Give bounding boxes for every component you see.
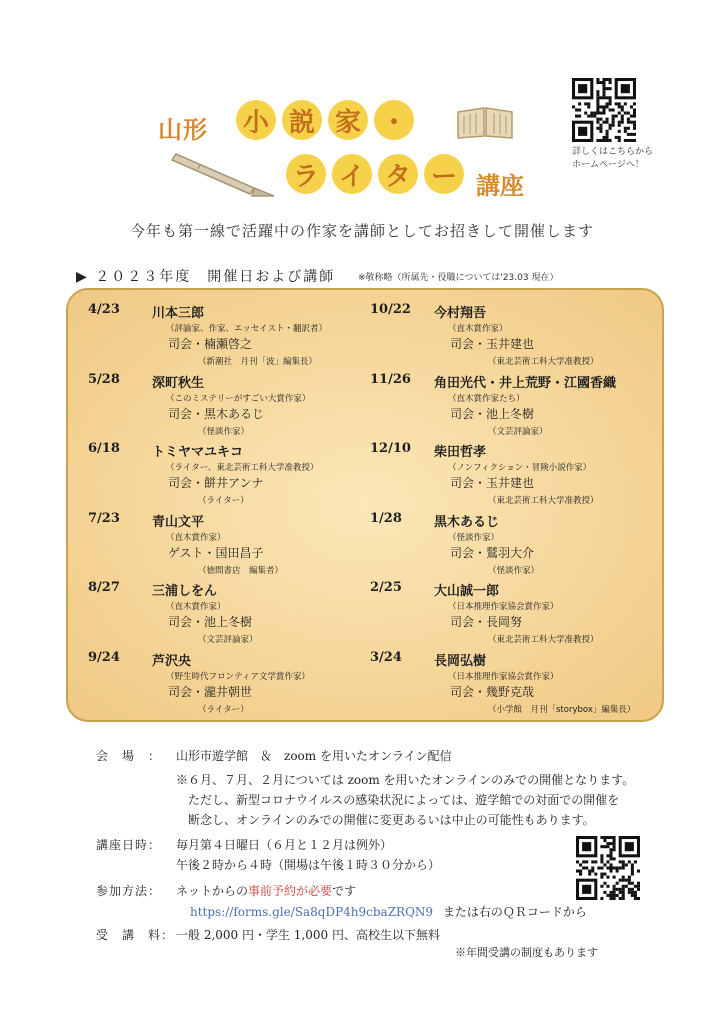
method-label: 参加方法：	[96, 884, 162, 898]
session-date: 8/27	[88, 580, 120, 595]
lecturer-name: 川本三郎	[152, 306, 205, 321]
form-link[interactable]: https://forms.gle/Sa8qDP4h9cbaZRQN9	[190, 905, 434, 919]
session-date: 10/22	[370, 302, 411, 317]
lecturer-name: 大山誠一郎	[434, 584, 500, 599]
title-char-circle: 小	[236, 100, 276, 140]
session-date: 12/10	[370, 441, 411, 456]
venue-note-2: ただし、新型コロナウイルスの感染状況によっては、遊学館での対面での開催を	[188, 793, 620, 807]
moderator-role: （怪談作家）	[488, 565, 540, 576]
title-char-circle: ラ	[286, 154, 326, 194]
book-icon	[454, 102, 516, 142]
session-date: 3/24	[370, 649, 402, 665]
venue-note-1: ※６月、７月、２月については zoom を用いたオンラインのみでの開催となります。	[176, 773, 635, 787]
lecturer-name: 三浦しをん	[152, 584, 218, 599]
moderator-name: 司会・瀧井朝世	[168, 684, 253, 699]
moderator-name: 司会・玉井建也	[450, 476, 535, 490]
lecturer-name: 今村翔吾	[434, 306, 487, 321]
lecturer-role: （日本推理作家協会賞作家）	[448, 671, 559, 682]
fee-value: 一般 2,000 円・学生 1,000 円、高校生以下無料	[176, 928, 440, 942]
reservation-required: 事前予約が必要	[248, 884, 333, 898]
lecturer-name: 長岡弘樹	[434, 653, 487, 669]
moderator-role: （ライター）	[198, 496, 249, 506]
moderator-name: ゲスト・国田昌子	[168, 545, 264, 560]
venue-note-3: 断念し、オンラインのみでの開催に変更あるいは中止の可能性もあります。	[188, 813, 595, 827]
moderator-role: （東北芸術工科大学准教授）	[488, 635, 599, 645]
lecturer-role: （直木賞作家）	[166, 532, 226, 543]
session-date: 1/28	[370, 510, 402, 526]
moderator-name: 司会・鷲羽大介	[450, 545, 535, 560]
moderator-role: （東北芸術工科大学准教授）	[488, 496, 599, 506]
title-char-circle: ・	[374, 100, 414, 140]
moderator-name: 司会・楠瀬啓之	[168, 337, 253, 351]
qr-code-bottom[interactable]	[576, 836, 640, 900]
title-prefix: 山形	[158, 115, 208, 144]
lecturer-role: （直木賞作家）	[166, 602, 226, 612]
session-date: 5/28	[88, 371, 120, 387]
lecturer-role: （ノンフィクション・冒険小説作家）	[448, 463, 592, 473]
moderator-role: （文芸評論家）	[198, 635, 258, 645]
qr-code-top[interactable]	[572, 78, 636, 142]
datetime-line-1: 毎月第４日曜日（６月と１２月は例外）	[176, 838, 393, 852]
section-heading: ▶ ２０２３年度 開催日および講師	[76, 269, 336, 285]
lecturer-role: （怪談作家）	[448, 532, 500, 543]
lecturer-name: 角田光代・井上荒野・江國香織	[434, 375, 617, 391]
lecturer-name: 深町秋生	[152, 375, 205, 391]
moderator-name: 司会・池上冬樹	[168, 615, 253, 629]
moderator-role: （文芸評論家）	[488, 426, 548, 437]
lecturer-role: （ライター、東北芸術工科大学准教授）	[166, 463, 319, 473]
moderator-name: 司会・黒木あるじ	[168, 406, 265, 421]
session-date: 11/26	[370, 371, 411, 387]
lecturer-role: （直木賞作家たち）	[448, 393, 525, 404]
title-suffix: 講座	[476, 171, 524, 200]
moderator-role: （東北芸術工科大学准教授）	[488, 357, 599, 367]
lecturer-role: （日本推理作家協会賞作家）	[448, 602, 559, 612]
lecturer-name: 黒木あるじ	[434, 514, 500, 530]
lecturer-role: （このミステリーがすごい大賞作家）	[166, 393, 311, 404]
datetime-label: 講座日時：	[96, 838, 162, 852]
title-char-circle: 家	[328, 100, 368, 140]
datetime-line-2: 午後２時から４時（開場は午後１時３０分から）	[176, 858, 441, 872]
lecturer-name: 柴田哲孝	[434, 445, 487, 460]
moderator-role: （小学館 月刊「storybox」編集長）	[488, 704, 636, 715]
moderator-name: 司会・餅井アンナ	[168, 476, 264, 490]
lecturer-name: 青山文平	[152, 514, 205, 530]
section-note: ※敬称略（所属先・役職については'23.03 現在）	[358, 273, 559, 283]
lecturer-role: （直木賞作家）	[448, 324, 508, 334]
moderator-name: 司会・幾野克哉	[450, 684, 535, 699]
title-char-circle: イ	[332, 154, 372, 194]
moderator-role: （ライター）	[198, 704, 249, 715]
moderator-role: （徳間書店 編集者）	[198, 565, 284, 576]
title-char-circle: ー	[424, 154, 464, 194]
lecturer-role: （野生時代フロンティア文学賞作家）	[166, 671, 310, 682]
lecturer-role: （評論家、作家、エッセイスト・翻訳者）	[166, 324, 327, 334]
venue-value: 山形市遊学館 ＆ zoom を用いたオンライン配信	[176, 749, 452, 763]
session-date: 4/23	[88, 302, 120, 317]
qr-caption: 詳しくはこちらから ホームページへ！	[572, 147, 654, 170]
venue-label: 会 場 ：	[96, 749, 162, 763]
moderator-name: 司会・玉井建也	[450, 337, 535, 351]
session-date: 9/24	[88, 649, 120, 665]
moderator-role: （怪談作家）	[198, 426, 250, 437]
pen-icon	[170, 150, 280, 200]
session-date: 2/25	[370, 580, 402, 595]
lecturer-name: トミヤマユキコ	[152, 445, 244, 460]
title-char-circle: 説	[282, 100, 322, 140]
method-text: ネットからの事前予約が必要です	[176, 884, 357, 898]
fee-note: ※年間受講の制度もあります	[455, 946, 598, 959]
moderator-name: 司会・池上冬樹	[450, 406, 535, 421]
lecturer-name: 芦沢央	[152, 653, 192, 669]
method-link-line: https://forms.gle/Sa8qDP4h9cbaZRQN9 または右のＱＲコードから	[190, 905, 587, 919]
session-date: 6/18	[88, 441, 120, 456]
title-char-circle: タ	[378, 154, 418, 194]
fee-label: 受 講 料：	[96, 928, 175, 942]
moderator-name: 司会・長岡努	[450, 615, 523, 629]
tagline: 今年も第一線で活躍中の作家を講師としてお招きして開催します	[129, 222, 594, 240]
session-date: 7/23	[88, 510, 120, 526]
moderator-role: （新潮社 月刊「波」編集長）	[198, 357, 318, 367]
